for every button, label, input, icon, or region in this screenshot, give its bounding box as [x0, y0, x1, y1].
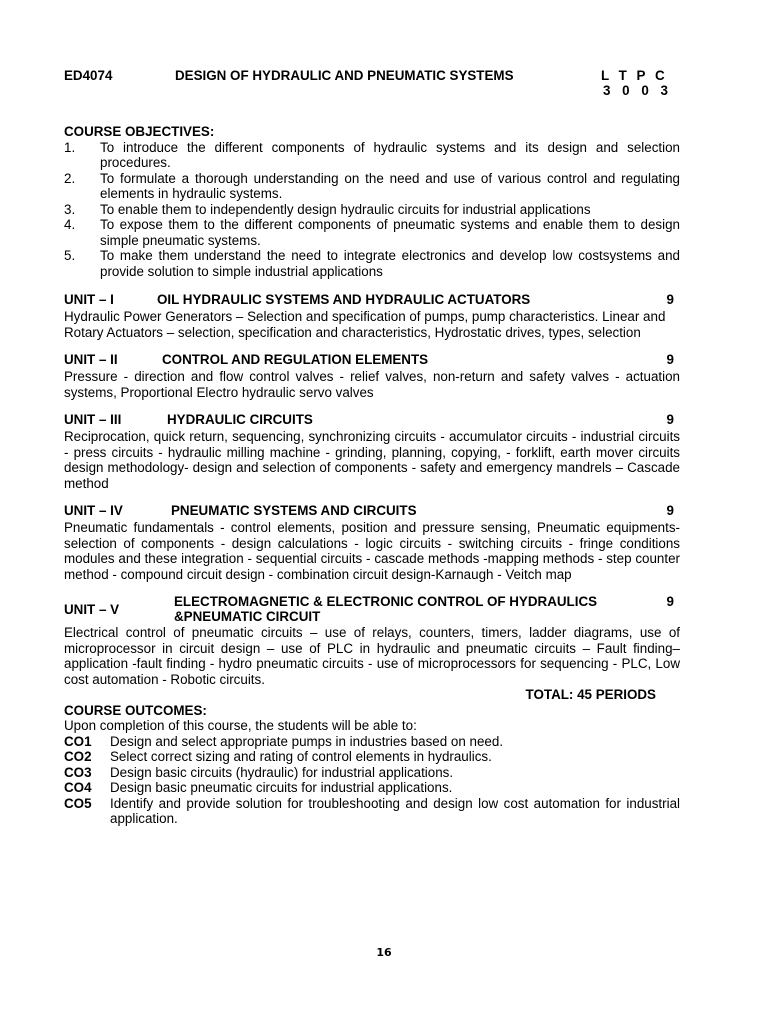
outcomes-intro: Upon completion of this course, the students will be able to: — [64, 718, 417, 733]
outcome-text: Identify and provide solution for troubleshooting and design low cost automation for industrial application. — [110, 795, 680, 826]
outcome-text: Select correct sizing and rating of control elements in hydraulics. — [110, 749, 492, 764]
outcome-text: Design basic pneumatic circuits for industrial applications. — [110, 780, 453, 795]
outcome-item — [64, 734, 680, 750]
unit-title: HYDRAULIC CIRCUITS — [167, 412, 313, 427]
outcome-item — [64, 780, 680, 796]
unit-5 — [64, 594, 680, 687]
objective-item — [64, 217, 680, 248]
unit-hours: 9 — [666, 412, 674, 427]
objective-text: To make them understand the need to integrate electronics and develop low costsystems and provide solution to simple industrial applications — [100, 248, 680, 279]
unit-label: UNIT – III — [64, 412, 122, 427]
unit-heading — [64, 594, 680, 625]
course-title: DESIGN OF HYDRAULIC AND PNEUMATIC SYSTEMS — [175, 68, 514, 83]
unit-heading — [64, 292, 680, 309]
outcome-item — [64, 796, 680, 827]
objective-item — [64, 171, 680, 202]
unit-hours: 9 — [666, 503, 674, 518]
unit-heading — [64, 412, 680, 429]
unit-hours: 9 — [666, 292, 674, 307]
outcome-code: CO1 — [64, 733, 92, 749]
course-code: ED4074 — [64, 68, 113, 83]
unit-description: Pressure - direction and flow control valves - relief valves, non-return and safety valves - actuation systems, Proportional Electro hydraulic servo valves — [64, 369, 680, 400]
unit-description: Reciprocation, quick return, sequencing, synchronizing circuits - accumulator circuits - industrial circuits - press circuits - hydraulic milling machine - grinding, planning, copying, - forklift, earth mover circuits design methodology- design and selection of components - safety and emergency mandrels – Cascade method — [64, 429, 680, 491]
unit-hours: 9 — [666, 352, 674, 367]
unit-3 — [64, 412, 680, 491]
objective-number: 1. — [64, 139, 76, 155]
unit-description: Hydraulic Power Generators – Selection and specification of pumps, pump characteristics. Linear and Rotary Actuators – selection, specification and characteristics, Hydrostatic drives, types, selection — [64, 309, 666, 340]
outcome-code: CO2 — [64, 749, 92, 764]
course-header — [64, 66, 680, 100]
syllabus-page — [64, 66, 680, 827]
unit-description: Pneumatic fundamentals - control elements, position and pressure sensing, Pneumatic equipments- selection of components - design calculations - logic circuits - switching circuits - fringe conditions modules and these integration - sequential circuits - cascade methods -mapping methods - step counter method - compound circuit design - combination circuit design-Karnaugh - Veitch map — [64, 520, 680, 582]
objective-text: To expose them to the different components of pneumatic systems and enable them to design simple pneumatic systems. — [100, 217, 680, 248]
objective-item — [64, 140, 680, 171]
unit-description: Electrical control of pneumatic circuits – use of relays, counters, timers, ladder diagrams, use of microprocessor in circuit design – use of PLC in hydraulic and pneumatic circuits – Fault finding– application -fault finding - hydro pneumatic circuits - use of microprocessors for sequencing - PLC, Low cost automation - Robotic circuits. — [64, 625, 680, 687]
objective-number: 4. — [64, 217, 76, 232]
unit-heading — [64, 352, 680, 369]
unit-label: UNIT – IV — [64, 503, 123, 518]
objective-item — [64, 202, 680, 218]
objective-text: To enable them to independently design hydraulic circuits for industrial applications — [100, 201, 591, 217]
ltpc-values: 3 0 0 3 — [603, 83, 668, 98]
objective-number: 2. — [64, 170, 76, 186]
objectives-title: COURSE OBJECTIVES: — [64, 124, 215, 139]
objectives-list — [64, 140, 680, 280]
ltpc-labels: L T P C — [601, 68, 665, 83]
unit-heading — [64, 503, 680, 520]
outcome-code: CO5 — [64, 795, 92, 811]
total-periods: TOTAL: 45 PERIODS — [525, 687, 656, 702]
objective-number: 3. — [64, 201, 76, 217]
unit-label: UNIT – I — [64, 292, 114, 307]
unit-title: OIL HYDRAULIC SYSTEMS AND HYDRAULIC ACTUATORS — [157, 292, 531, 307]
outcomes-title: COURSE OUTCOMES: — [64, 702, 207, 718]
outcome-item — [64, 765, 680, 781]
unit-title: ELECTROMAGNETIC & ELECTRONIC CONTROL OF HYDRAULICS &PNEUMATIC CIRCUIT — [174, 594, 598, 624]
unit-1 — [64, 292, 680, 340]
outcome-text: Design and select appropriate pumps in industries based on need. — [110, 733, 504, 749]
page-number: 16 — [376, 946, 392, 959]
outcome-item — [64, 749, 680, 765]
objective-number: 5. — [64, 248, 76, 263]
unit-hours: 9 — [666, 594, 674, 609]
unit-title: CONTROL AND REGULATION ELEMENTS — [162, 352, 429, 367]
unit-4 — [64, 503, 680, 582]
unit-2 — [64, 352, 680, 400]
unit-label: UNIT – V — [64, 602, 120, 617]
objective-item — [64, 248, 680, 279]
objective-text: To formulate a thorough understanding on the need and use of various control and regulating elements in hydraulic systems. — [100, 170, 680, 201]
outcome-code: CO4 — [64, 780, 92, 795]
outcome-code: CO3 — [64, 764, 92, 780]
objective-text: To introduce the different components of hydraulic systems and its design and selection procedures. — [100, 139, 680, 170]
unit-label: UNIT – II — [64, 352, 118, 367]
unit-title: PNEUMATIC SYSTEMS AND CIRCUITS — [171, 503, 417, 518]
outcome-text: Design basic circuits (hydraulic) for industrial applications. — [110, 764, 454, 780]
